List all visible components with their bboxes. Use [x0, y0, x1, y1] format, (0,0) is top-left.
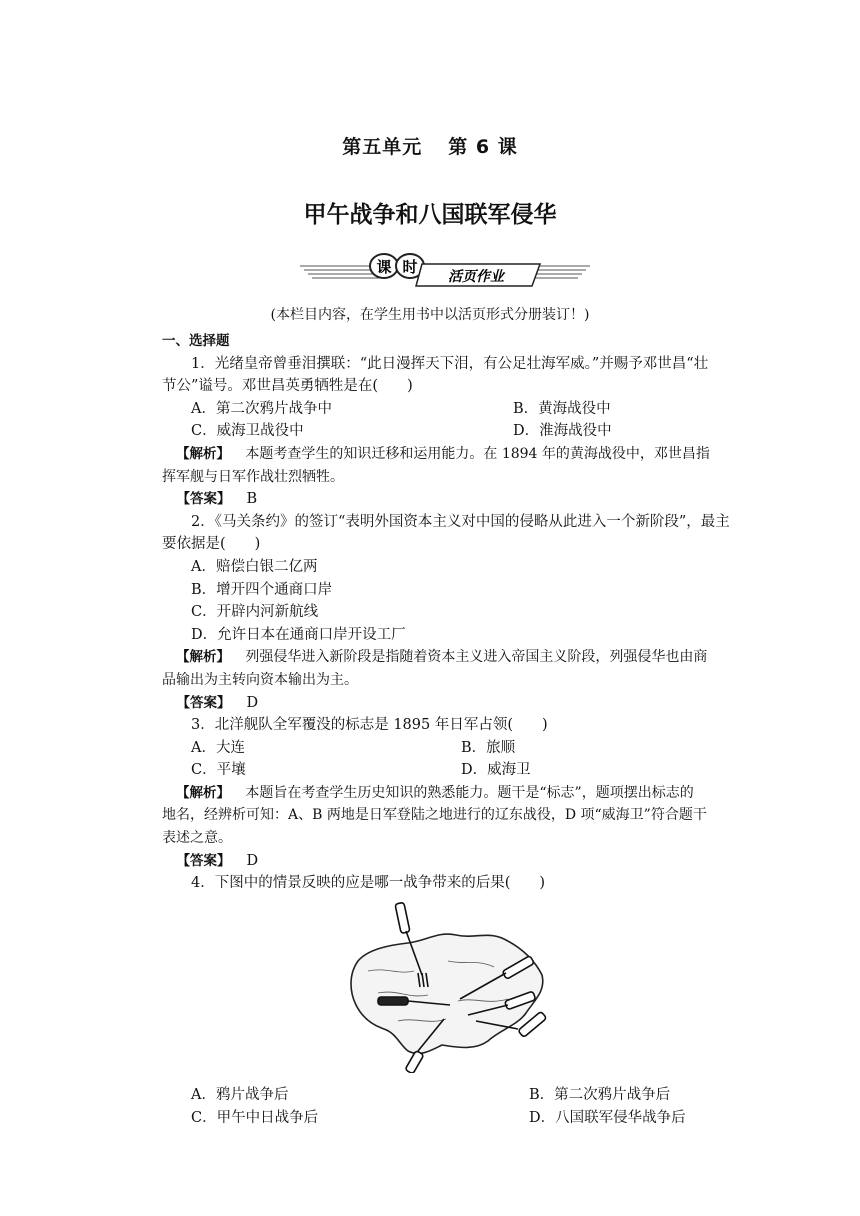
explanation-line-1: 列强侵华进入新阶段是指随着资本主义进入帝国主义阶段，列强侵华也由商 [245, 649, 708, 666]
question-2-explanation-line-2: 品输出为主转向资本输出为主。 [162, 671, 358, 688]
option-a[interactable]: A．鸦片战争后 [191, 1087, 289, 1104]
question-3-explanation-line-2: 地名，经辨析可知：A、B 两地是日军登陆之地进行的辽东战役，D 项“威海卫”符合题干 [162, 807, 707, 824]
option-c[interactable]: C．威海卫战役中 [191, 423, 304, 440]
explanation-line-1: 本题考查学生的知识迁移和运用能力。在 1894 年的黄海战役中，邓世昌指 [245, 445, 710, 462]
answer-tag: 【答案】 [176, 694, 231, 711]
lesson-label: 第 6 课 [448, 136, 518, 158]
option-b[interactable]: B．旅顺 [461, 739, 516, 756]
option-b[interactable]: B．第二次鸦片战争后 [529, 1087, 671, 1104]
answer-value: D [246, 852, 259, 869]
option-c[interactable]: C．开辟内河新航线 [191, 604, 319, 621]
option-d[interactable]: D．威海卫 [461, 762, 531, 779]
explanation-tag: 【解析】 [176, 649, 230, 666]
banner-right-char: 时 [402, 258, 418, 276]
question-1-stem-line-1: 1．光绪皇帝曾垂泪撰联：“此日漫挥天下泪，有公足壮海军威。”并赐予邓世昌“壮 [191, 355, 709, 372]
binding-note: (本栏目内容，在学生用书中以活页形式分册装订！) [270, 307, 590, 323]
option-b[interactable]: B．黄海战役中 [513, 400, 611, 417]
banner-label: 活页作业 [448, 269, 504, 285]
question-3-explanation-line-3: 表述之意。 [162, 830, 232, 847]
answer-tag: 【答案】 [176, 852, 231, 869]
question-4-stem: 4．下图中的情景反映的应是哪一战争带来的后果( ) [191, 875, 546, 892]
question-1-explanation-line-2: 挥军舰与日军作战壮烈牺牲。 [162, 468, 344, 485]
lesson-title: 甲午战争和八国联军侵华 [303, 202, 557, 228]
option-a[interactable]: A．第二次鸦片战争中 [191, 400, 332, 417]
question-list [162, 330, 730, 1130]
explanation-tag: 【解析】 [176, 445, 230, 462]
question-3-options [162, 737, 730, 782]
question-2-explanation [162, 646, 730, 669]
map-forks-illustration [338, 901, 554, 1073]
option-c[interactable]: C．甲午中日战争后 [191, 1110, 319, 1127]
option-c[interactable]: C．平壤 [191, 762, 246, 779]
question-3-stem: 3．北洋舰队全军覆没的标志是 1895 年日军占领( ) [191, 717, 548, 734]
option-b[interactable]: B．增开四个通商口岸 [191, 581, 333, 598]
question-2-stem-line-2: 要依据是( ) [162, 536, 261, 553]
option-a[interactable]: A．大连 [191, 739, 245, 756]
unit-title [0, 132, 860, 159]
answer-value: D [246, 694, 259, 711]
question-2-answer [162, 692, 730, 715]
option-a[interactable]: A．赔偿白银二亿两 [191, 558, 318, 575]
question-1-answer [162, 488, 730, 511]
option-d[interactable]: D．淮海战役中 [513, 423, 612, 440]
question-3-answer [162, 850, 730, 873]
question-1-explanation [162, 443, 730, 466]
answer-value: B [246, 491, 258, 508]
question-1-options [162, 398, 730, 443]
explanation-tag: 【解析】 [176, 784, 230, 801]
section-title: 一、选择题 [162, 333, 230, 349]
question-2-stem-line-1: 2．《马关条约》的签订“表明外国资本主义对中国的侵略从此进入一个新阶段”，最主 [191, 513, 730, 530]
unit-label: 第五单元 [342, 136, 423, 158]
answer-tag: 【答案】 [176, 491, 231, 508]
question-4-options [162, 1084, 730, 1129]
option-d[interactable]: D．允许日本在通商口岸开设工厂 [191, 626, 406, 643]
option-d[interactable]: D．八国联军侵华战争后 [529, 1110, 686, 1127]
banner-graphic [300, 252, 590, 292]
banner-left-char: 课 [376, 258, 392, 276]
question-1-stem-line-2: 节公”谥号。邓世昌英勇牺牲是在( ) [162, 378, 413, 395]
explanation-line-1: 本题旨在考查学生历史知识的熟悉能力。题干是“标志”，题项摆出标志的 [245, 784, 694, 801]
question-3-explanation [162, 782, 730, 805]
